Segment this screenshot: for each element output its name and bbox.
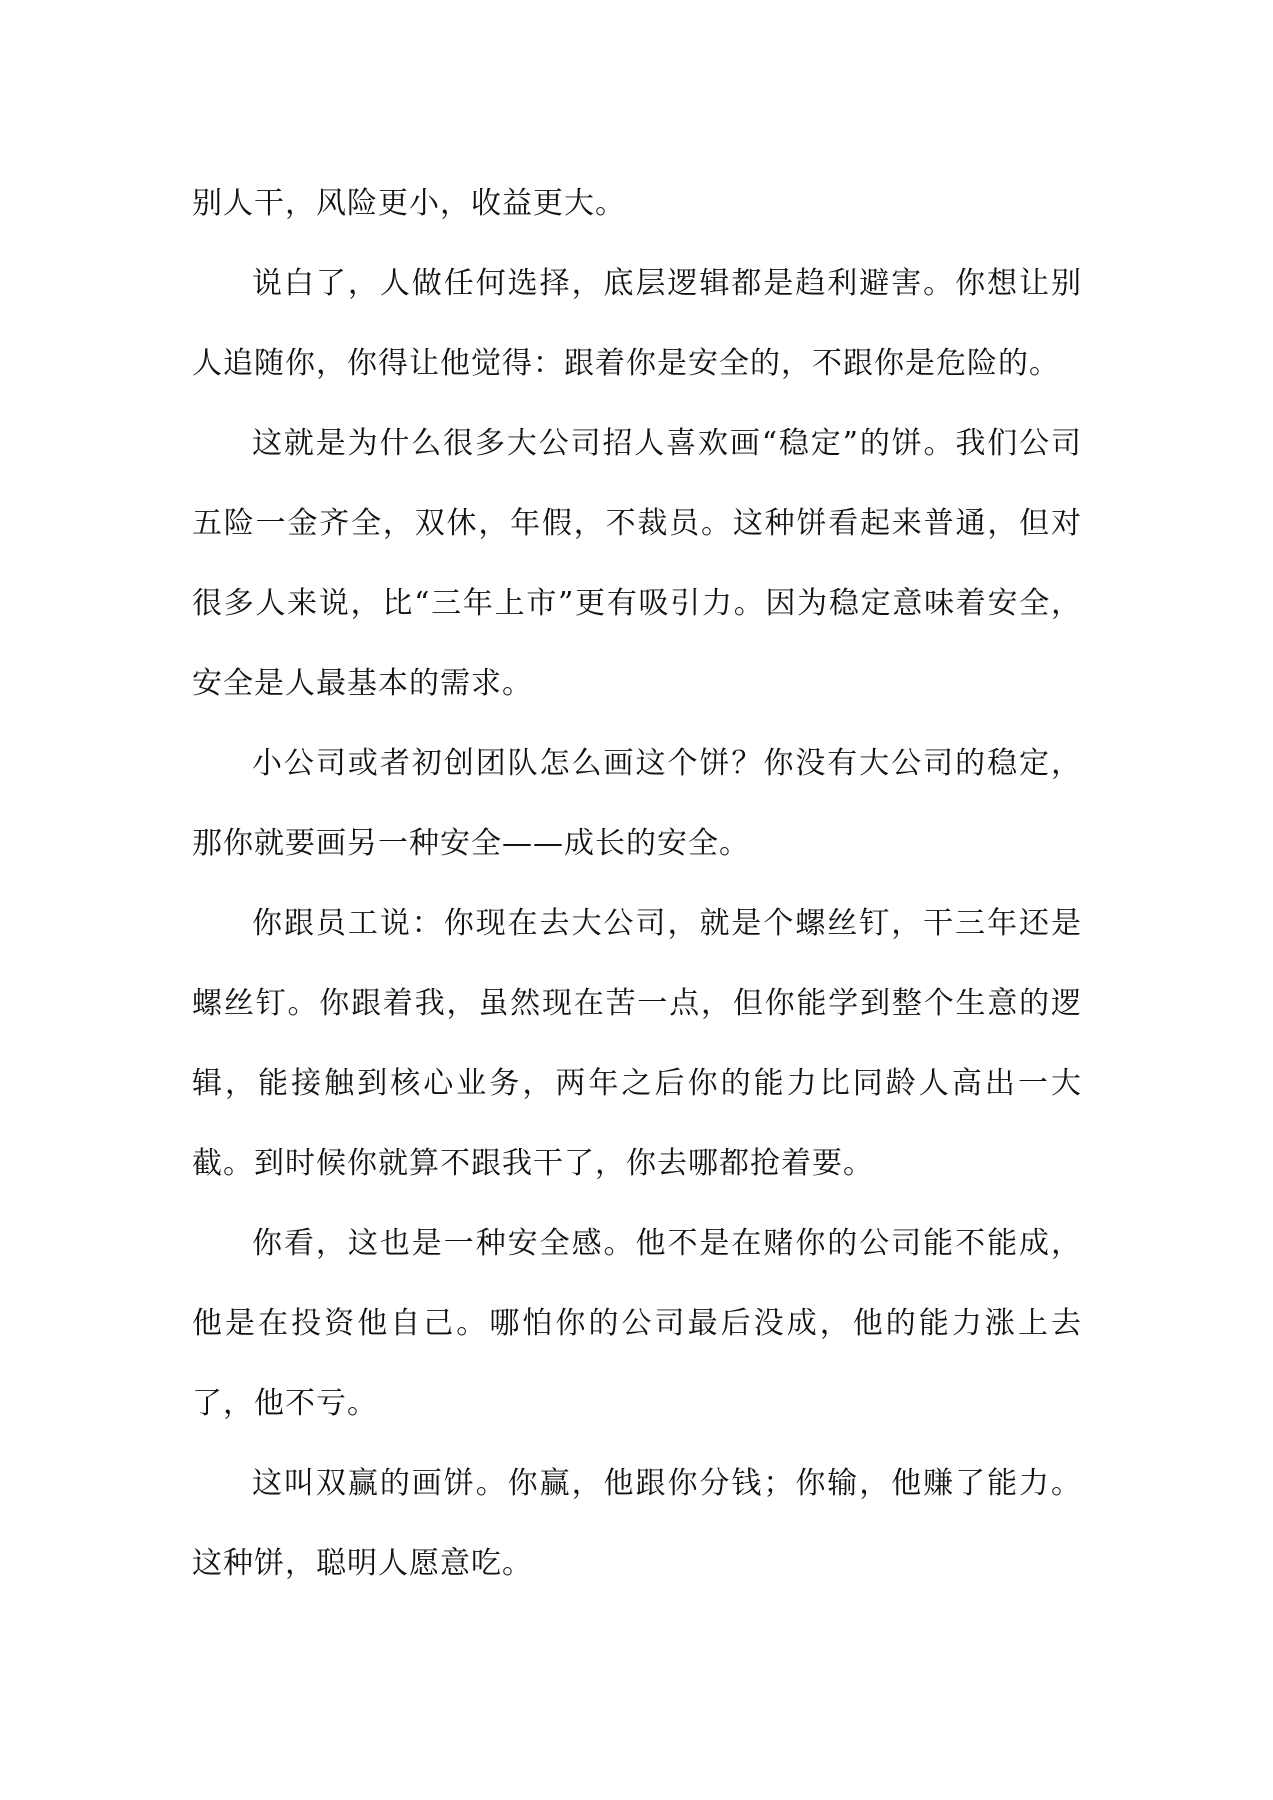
paragraph: 这叫双赢的画饼。你赢，他跟你分钱；你输，他赚了能力。这种饼，聪明人愿意吃。 [192, 1466, 1082, 1581]
paragraph: 你看，这也是一种安全感。他不是在赌你的公司能不能成，他是在投资他自己。哪怕你的公司最后没成，他的能力涨上去了，他不亏。 [192, 1226, 1082, 1421]
paragraph: 说白了，人做任何选择，底层逻辑都是趋利避害。你想让别人追随你，你得让他觉得：跟着你是安全的，不跟你是危险的。 [192, 266, 1082, 381]
paragraph: 这就是为什么很多大公司招人喜欢画“稳定”的饼。我们公司五险一金齐全，双休，年假，不裁员。这种饼看起来普通，但对很多人来说，比“三年上市”更有吸引力。因为稳定意味着安全，安全是人最基本的需求。 [192, 426, 1082, 701]
document-body [192, 164, 1082, 1604]
paragraph: 你跟员工说：你现在去大公司，就是个螺丝钉，干三年还是螺丝钉。你跟着我，虽然现在苦一点，但你能学到整个生意的逻辑，能接触到核心业务，两年之后你的能力比同龄人高出一大截。到时候你就算不跟我干了，你去哪都抢着要。 [192, 906, 1082, 1181]
paragraph-continued: 别人干，风险更小，收益更大。 [192, 186, 626, 221]
paragraph: 小公司或者初创团队怎么画这个饼？你没有大公司的稳定，那你就要画另一种安全——成长的安全。 [192, 746, 1082, 861]
